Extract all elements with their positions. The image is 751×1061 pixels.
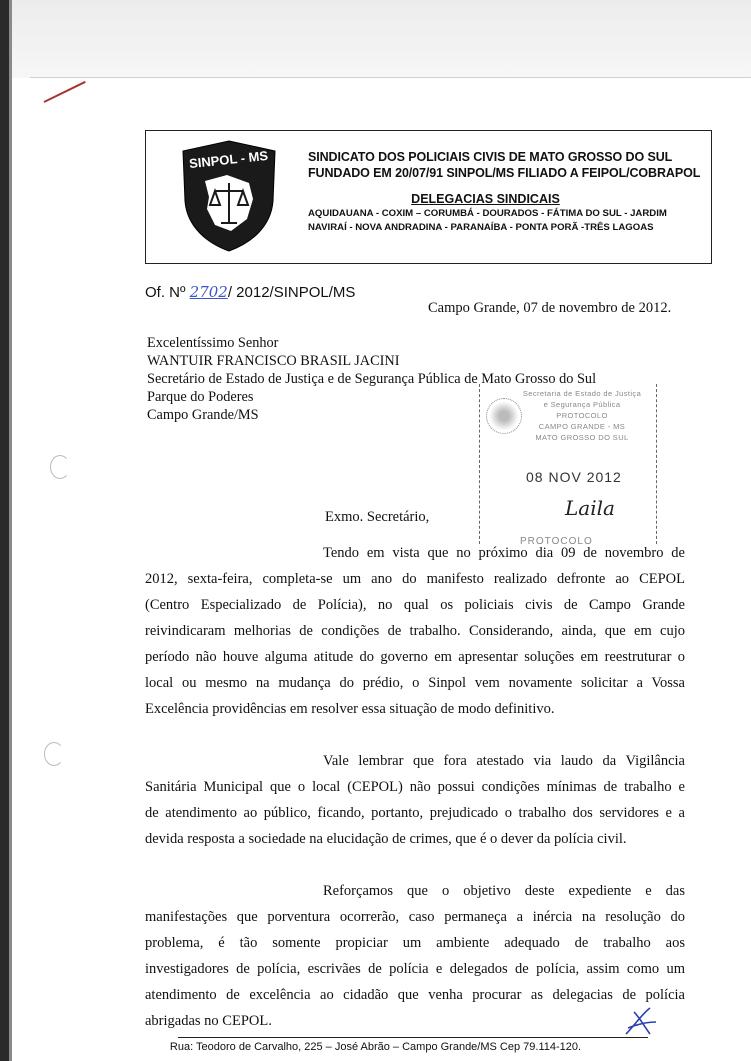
stamp-line: PROTOCOLO [556, 411, 608, 420]
scan-left-shadow [9, 0, 12, 1061]
scan-page-edge [30, 77, 751, 78]
stamp-date: 08 NOV 2012 [526, 469, 622, 485]
footer-rule [178, 1037, 648, 1038]
stamp-line: Secretaria de Estado de Justiça [522, 389, 642, 398]
paragraph-line: Excelência providências em resolver essa situação de modo definitivo. [145, 701, 555, 717]
addressee-place: Parque do Poderes [147, 389, 254, 405]
signature-initials [620, 1004, 660, 1040]
paragraph-1 [145, 540, 685, 722]
paragraph-line: (Centro Especializado de Polícia), no qual os policiais civis de Campo Grande [145, 597, 685, 613]
logo-text: SINPOL - MS [188, 147, 269, 172]
footer-address: Rua: Teodoro de Carvalho, 225 – José Abrão – Campo Grande/MS Cep 79.114-120. [169, 1041, 582, 1053]
date-line: Campo Grande, 07 de novembro de 2012. [428, 300, 672, 316]
addressee-name: WANTUIR FRANCISCO BRASIL JACINI [147, 353, 400, 369]
scan-left-border [0, 0, 9, 1061]
sinpol-badge-logo [179, 139, 279, 253]
paragraph-line: Reforçamos que o objetivo deste expediente e das [323, 883, 685, 899]
oficio-prefix: Of. Nº [145, 284, 186, 301]
paragraph-line: problema, é tão somente propiciar um ambiente adequado de trabalho aos [145, 935, 685, 951]
stamp-line: CAMPO GRANDE - MS [538, 422, 626, 431]
letterhead [145, 130, 712, 264]
addressee-city: Campo Grande/MS [147, 407, 259, 423]
addressee-title: Secretário de Estado de Justiça e de Segurança Pública de Mato Grosso do Sul [147, 371, 597, 387]
paragraph-line: abrigadas no CEPOL. [145, 1013, 272, 1029]
paragraph-2 [145, 748, 685, 852]
delegacias-list-1: AQUIDAUANA - COXIM – CORUMBÁ - DOURADOS - FÁTIMA DO SUL - JARDIM [308, 208, 667, 219]
addressee-salutation: Excelentíssimo Senhor [147, 335, 279, 351]
paragraph-line: 2012, sexta-feira, completa-se um ano do manifesto realizado defronte ao CEPOL [145, 571, 685, 587]
paragraph-line: devida resposta a sociedade na elucidação de crimes, que é o dever da polícia civil. [145, 831, 627, 847]
paragraph-line: manifestações que porventura ocorrerão, caso permaneça a inércia na resolução do [145, 909, 685, 925]
paragraph-line: Vale lembrar que fora atestado via laudo da Vigilância [323, 753, 685, 769]
paragraph-line: de atendimento ao público, ficando, portanto, prejudicado o trabalho dos servidores e a [145, 805, 685, 821]
punch-hole-top [50, 455, 70, 479]
oficio-handwritten-number: 2702 [189, 283, 228, 301]
paragraph-line: reivindicaram melhorias de condições de trabalho. Considerando, ainda, que em cujo [145, 623, 685, 639]
stamp-footer: PROTOCOLO [520, 536, 593, 547]
punch-hole-bottom [44, 742, 64, 766]
union-founding: FUNDADO EM 20/07/91 SINPOL/MS FILIADO A FEIPOL/COBRAPOL [308, 166, 701, 180]
protocol-stamp [479, 384, 657, 547]
paragraph-line: Sanitária Municipal que o local (CEPOL) não possui condições mínimas de trabalho e [145, 779, 685, 795]
paragraph-line: atendimento de excelência ao cidadão que venha procurar as delegacias de polícia [145, 987, 685, 1003]
paragraph-3 [145, 878, 685, 1034]
stamp-signature: Laila [565, 496, 615, 520]
paragraph-line: investigadores de polícia, escrivães de polícia e delegados de polícia, assim como um [145, 961, 685, 977]
paragraph-line: local ou mesmo na mudança do prédio, o Sinpol vem novamente solicitar a Vossa [145, 675, 685, 691]
paragraph-line: período não houve alguma atitude do governo em apresentar soluções em reestruturar o [145, 649, 685, 665]
paragraph-line: Tendo em vista que no próximo dia 09 de novembro de [323, 545, 685, 561]
oficio-suffix: / 2012/SINPOL/MS [227, 284, 356, 301]
delegacias-title: DELEGACIAS SINDICAIS [411, 192, 560, 206]
stamp-line: e Segurança Pública [543, 400, 621, 409]
union-name: SINDICATO DOS POLICIAIS CIVIS DE MATO GROSSO DO SUL [308, 150, 673, 164]
greeting: Exmo. Secretário, [325, 509, 430, 525]
delegacias-list-2: NAVIRAÍ - NOVA ANDRADINA - PARANAÍBA - PONTA PORÃ -TRÊS LAGOAS [308, 222, 654, 233]
oficio-number [145, 283, 355, 301]
pen-mark [44, 81, 86, 103]
stamp-line: MATO GROSSO DO SUL [535, 433, 629, 442]
scan-top-margin [0, 0, 751, 78]
